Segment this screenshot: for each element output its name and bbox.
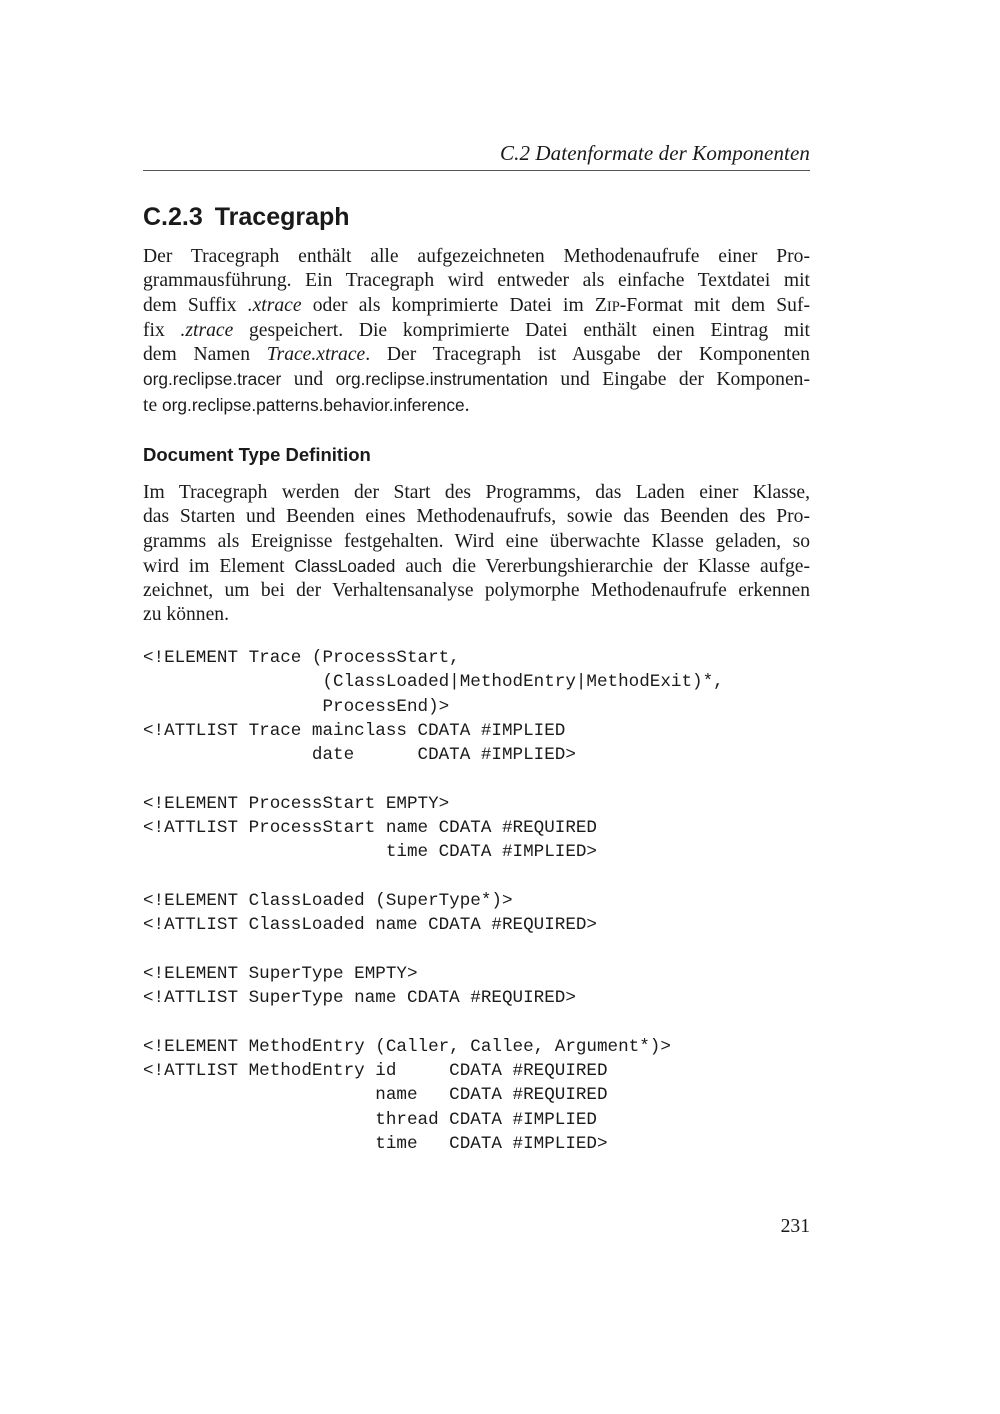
code-line <box>143 1010 724 1034</box>
text-run: -Format mit dem Suf- <box>619 294 810 316</box>
code-line: time CDATA #IMPLIED> <box>143 1133 608 1154</box>
text-run: oder als komprimierte Datei im <box>301 294 595 316</box>
paragraph-line <box>143 481 810 505</box>
code-line: <!ATTLIST Trace mainclass CDATA #IMPLIED <box>143 720 566 741</box>
code-line: <!ATTLIST SuperType name CDATA #REQUIRED> <box>143 988 576 1009</box>
text-run: wird im Element <box>143 555 295 577</box>
code-line <box>143 767 724 791</box>
paragraph-line: zu können. <box>143 604 229 626</box>
header-rule <box>143 170 810 171</box>
code-line: <!ATTLIST MethodEntry id CDATA #REQUIRED <box>143 1061 608 1082</box>
page <box>143 0 810 1414</box>
entry-name: Trace.xtrace <box>266 344 366 366</box>
text-run: fix <box>143 319 181 341</box>
code-line: <!ELEMENT MethodEntry (Caller, Callee, Argument*)> <box>143 1036 671 1057</box>
text-run: gramms als Ereignisse festgehalten. Wird eine überwachte Klasse geladen, so <box>143 530 810 552</box>
section-number: C.2.3 <box>143 203 203 231</box>
paragraph-line <box>143 530 810 554</box>
text-run: Der Tracegraph enthält alle aufgezeichneten Methodenaufrufe einer Pro- <box>143 246 810 267</box>
code-line <box>143 865 724 889</box>
paragraph-dtd <box>143 481 810 628</box>
element-name: ClassLoaded <box>294 555 396 576</box>
page-number: 231 <box>780 1216 810 1237</box>
subsection-title: Document Type Definition <box>143 444 371 465</box>
code-line: <!ATTLIST ClassLoaded name CDATA #REQUIRED> <box>143 915 597 936</box>
paragraph-line <box>143 319 810 343</box>
zip-smallcaps-initial: Z <box>594 294 607 316</box>
component-name: org.reclipse.tracer <box>143 369 282 390</box>
paragraph-line <box>143 554 810 579</box>
text-run: gespeichert. Die komprimierte Datei enthält einen Eintrag mit <box>233 319 810 341</box>
file-suffix-xtrace: .xtrace <box>247 294 302 316</box>
code-line: thread CDATA #IMPLIED <box>143 1109 597 1130</box>
paragraph-line <box>143 579 810 603</box>
paragraph-line <box>143 343 810 367</box>
text-run: das Starten und Beenden eines Methodenaufrufs, sowie das Beenden des Pro- <box>143 506 810 528</box>
text-run: und Eingabe der Komponen- <box>547 369 810 391</box>
code-line: ProcessEnd)> <box>143 696 450 717</box>
paragraph-line <box>143 245 810 269</box>
dtd-code-block <box>143 646 724 1156</box>
text-run <box>143 556 810 577</box>
text-run: und <box>281 369 336 391</box>
section-title <box>143 203 350 232</box>
paragraph-line <box>143 294 810 319</box>
text-run: auch die Vererbungshierarchie der Klasse aufge- <box>395 555 810 577</box>
paragraph-line <box>143 505 810 529</box>
text-run <box>143 295 810 316</box>
code-line <box>143 938 724 962</box>
component-name: org.reclipse.instrumentation <box>335 369 548 390</box>
text-run: . Der Tracegraph ist Ausgabe der Komponenten <box>365 344 810 366</box>
code-line: <!ELEMENT SuperType EMPTY> <box>143 963 418 984</box>
paragraph-intro <box>143 245 810 418</box>
text-run: te <box>143 394 163 416</box>
text-run: dem Suffix <box>143 294 248 316</box>
code-line: (ClassLoaded|MethodEntry|MethodExit)*, <box>143 672 724 693</box>
paragraph-line <box>143 367 810 392</box>
text-run: dem Namen <box>143 344 267 366</box>
zip-smallcaps-rest: IP <box>606 298 620 315</box>
text-run: zeichnet, um bei der Verhaltensanalyse polymorphe Methodenaufrufe erkennen <box>143 580 810 602</box>
code-line: name CDATA #REQUIRED <box>143 1085 608 1106</box>
paragraph-line <box>143 393 810 418</box>
running-header: C.2 Datenformate der Komponenten <box>500 141 810 165</box>
code-line: date CDATA #IMPLIED> <box>143 745 576 766</box>
component-name: org.reclipse.patterns.behavior.inference <box>162 394 465 415</box>
code-line: time CDATA #IMPLIED> <box>143 842 597 863</box>
text-run <box>143 320 810 341</box>
text-run: grammausführung. Ein Tracegraph wird entweder als einfache Textdatei mit <box>143 270 810 292</box>
code-line: <!ATTLIST ProcessStart name CDATA #REQUIRED <box>143 818 597 839</box>
text-run: Im Tracegraph werden der Start des Programms, das Laden einer Klasse, <box>143 482 810 503</box>
section-title-text: Tracegraph <box>214 203 350 231</box>
code-line: <!ELEMENT ProcessStart EMPTY> <box>143 793 450 814</box>
code-line: <!ELEMENT Trace (ProcessStart, <box>143 648 460 668</box>
text-run: . <box>464 394 470 416</box>
code-line: <!ELEMENT ClassLoaded (SuperType*)> <box>143 890 513 911</box>
paragraph-line <box>143 269 810 293</box>
text-run <box>143 369 810 390</box>
text-run <box>143 344 810 365</box>
file-suffix-ztrace: .ztrace <box>180 319 234 341</box>
